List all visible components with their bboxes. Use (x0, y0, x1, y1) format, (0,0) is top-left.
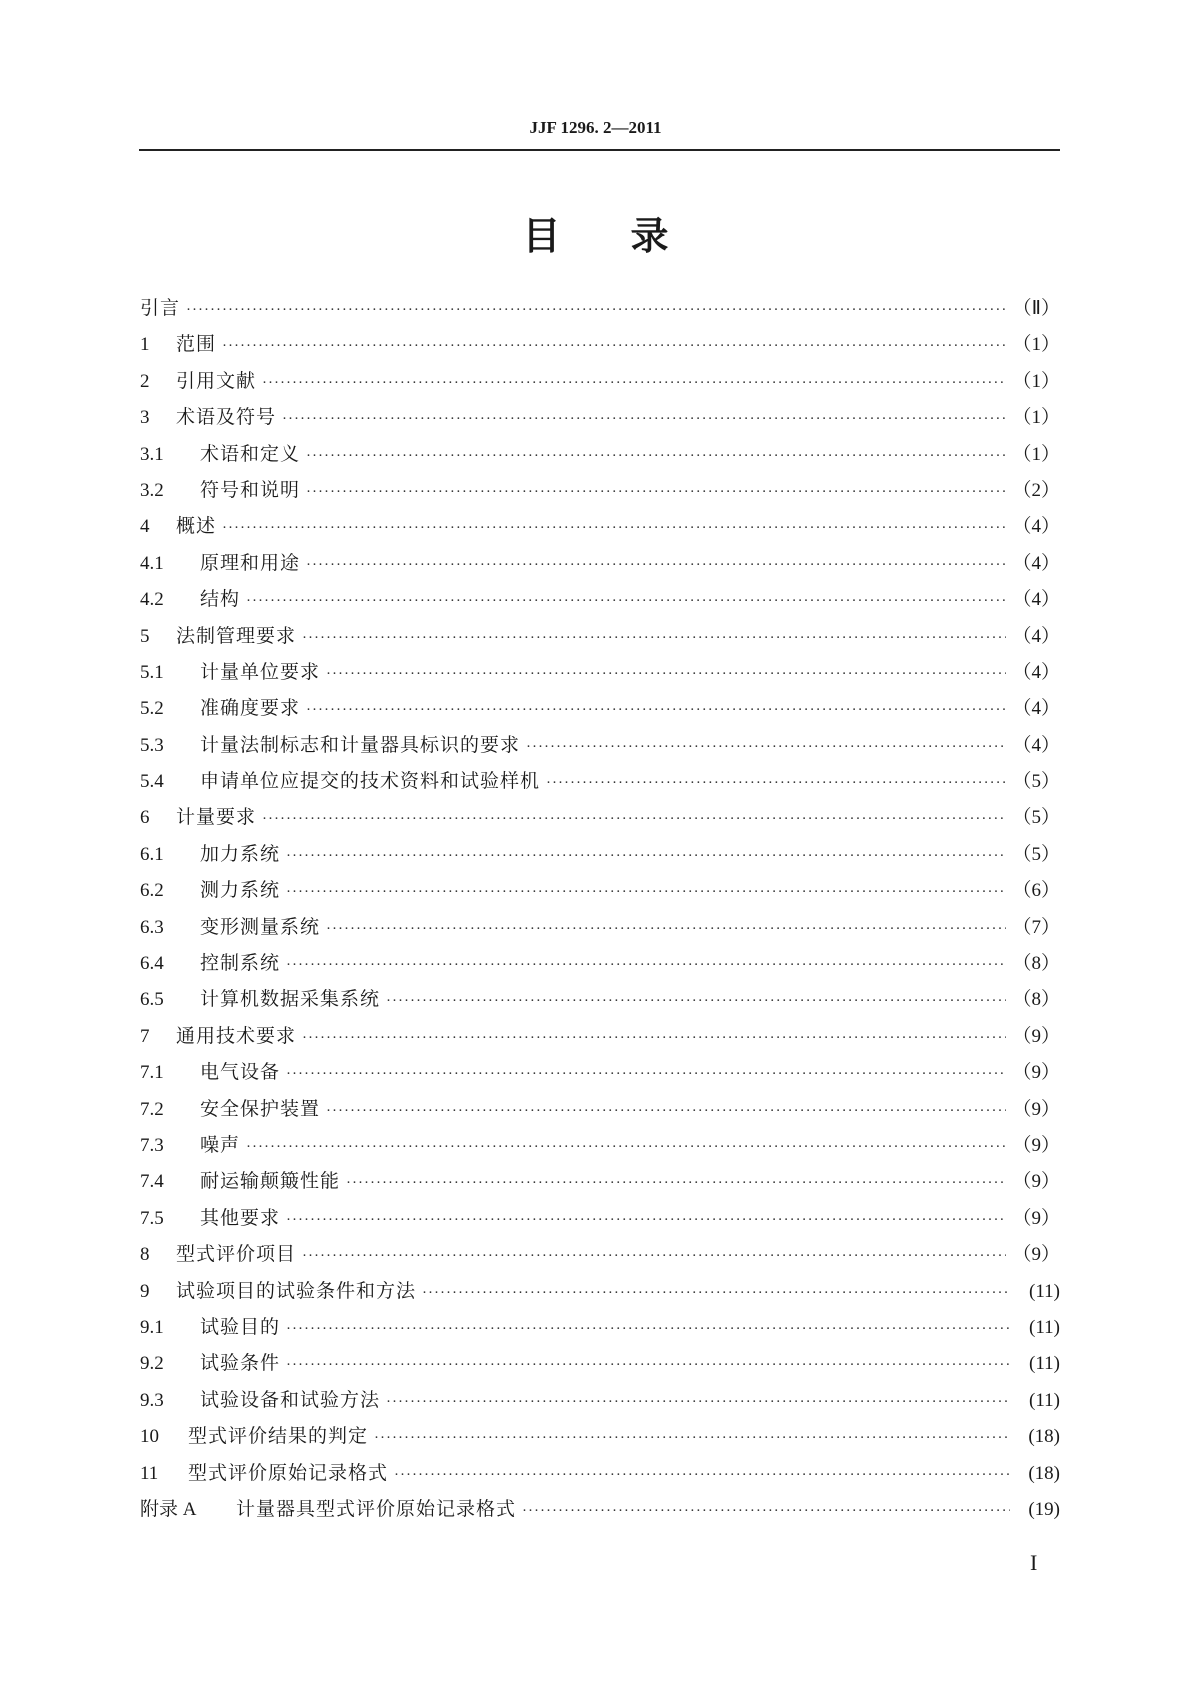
toc-entry-title: 试验项目的试验条件和方法 (176, 1279, 417, 1302)
dot-leader (286, 1347, 1010, 1383)
toc-entry-title: 计量要求 (176, 806, 257, 829)
toc-entry-title: 试验设备和试验方法 (200, 1388, 381, 1411)
toc-entry-number: 7.3 (140, 1134, 164, 1156)
toc-entry-page: （7） (1012, 916, 1060, 938)
toc-entry-number: 6.1 (140, 843, 164, 865)
toc-entry[interactable] (140, 618, 1060, 654)
toc-entry-title: 引用文献 (176, 369, 257, 392)
dot-leader (186, 292, 1007, 328)
toc-entry-number: 6.5 (140, 989, 164, 1011)
toc-entry-title: 原理和用途 (200, 551, 301, 574)
dot-leader (262, 801, 1006, 837)
toc-entry-title: 耐运输颠簸性能 (200, 1170, 341, 1193)
dot-leader (286, 1056, 1006, 1092)
toc-entry[interactable] (140, 1345, 1060, 1381)
toc-entry-page: （6） (1012, 880, 1060, 902)
toc-entry-page: （4） (1012, 661, 1060, 683)
toc-entry-page: （1） (1012, 334, 1060, 356)
toc-entry-number: 4.2 (140, 589, 164, 611)
toc-entry[interactable] (140, 581, 1060, 617)
toc-entry-number: 4.1 (140, 552, 164, 574)
dot-leader (346, 1165, 1006, 1201)
dot-leader (386, 983, 1006, 1019)
dot-leader (246, 1129, 1006, 1165)
document-code-header: JJF 1296. 2—2011 (529, 118, 662, 137)
toc-entry-page: （1） (1012, 407, 1060, 429)
toc-entry-title: 准确度要求 (200, 697, 301, 720)
toc-entry-number: 6.2 (140, 880, 164, 902)
toc-entry[interactable] (140, 436, 1060, 472)
toc-entry-number: 2 (140, 370, 150, 392)
toc-entry[interactable] (140, 290, 1060, 326)
toc-entry-number: 7 (140, 1025, 150, 1047)
toc-entry[interactable] (140, 1163, 1060, 1199)
toc-entry-number: 7.1 (140, 1062, 164, 1084)
toc-entry-page: （9） (1012, 1062, 1060, 1084)
toc-entry-number: 7.5 (140, 1207, 164, 1229)
toc-entry-title: 计算机数据采集系统 (200, 988, 381, 1011)
toc-entry-page: (18) (1028, 1462, 1060, 1484)
dot-leader (526, 729, 1006, 765)
toc-entry[interactable] (140, 690, 1060, 726)
toc-entry-page: （9） (1012, 1171, 1060, 1193)
toc-entry-page: （5） (1012, 771, 1060, 793)
toc-entry[interactable] (140, 1054, 1060, 1090)
toc-entry-page: （1） (1012, 443, 1060, 465)
toc-entry-number: 5.4 (140, 771, 164, 793)
toc-entry-number: 9.2 (140, 1353, 164, 1375)
dot-leader (306, 438, 1006, 474)
toc-entry-title: 计量器具型式评价原始记录格式 (236, 1497, 517, 1520)
dot-leader (326, 656, 1006, 692)
toc-entry-title: 电气设备 (200, 1061, 281, 1084)
toc-entry[interactable] (140, 727, 1060, 763)
toc-entry[interactable] (140, 363, 1060, 399)
toc-entry-number: 9.1 (140, 1316, 164, 1338)
toc-entry-page: (19) (1028, 1498, 1060, 1520)
toc-entry-title: 型式评价项目 (176, 1243, 297, 1266)
toc-entry-title: 范围 (176, 333, 217, 356)
toc-entry-page: （2） (1012, 479, 1060, 501)
toc-entry[interactable] (140, 763, 1060, 799)
toc-entry-title: 试验条件 (200, 1352, 281, 1375)
toc-entry-number: 3.1 (140, 443, 164, 465)
toc-entry-page: （5） (1012, 807, 1060, 829)
dot-leader (386, 1384, 1010, 1420)
dot-leader (246, 583, 1006, 619)
toc-entry[interactable] (140, 326, 1060, 362)
toc-entry-number: 3 (140, 407, 150, 429)
toc-entry[interactable] (140, 872, 1060, 908)
toc-entry-title: 变形测量系统 (200, 915, 321, 938)
toc-entry[interactable] (140, 1455, 1060, 1491)
toc-entry[interactable] (140, 981, 1060, 1017)
dot-leader (286, 1202, 1006, 1238)
dot-leader (302, 1020, 1006, 1056)
dot-leader (286, 947, 1006, 983)
dot-leader (286, 1311, 1010, 1347)
toc-entry-number: 11 (140, 1462, 159, 1484)
toc-entry[interactable] (140, 1200, 1060, 1236)
toc-entry[interactable] (140, 472, 1060, 508)
toc-entry-number: 5 (140, 625, 150, 647)
toc-entry-number: 1 (140, 334, 150, 356)
dot-leader (302, 1238, 1006, 1274)
toc-entry-title: 其他要求 (200, 1206, 281, 1229)
dot-leader (326, 1093, 1006, 1129)
toc-entry-page: （9） (1012, 1207, 1060, 1229)
toc-entry-title: 计量单位要求 (200, 660, 321, 683)
toc-entry-page: (11) (1029, 1280, 1060, 1302)
toc-entry-number: 8 (140, 1244, 150, 1266)
toc-entry-title: 测力系统 (200, 879, 281, 902)
toc-entry-page: （9） (1012, 1244, 1060, 1266)
toc-entry-page: （4） (1012, 552, 1060, 574)
toc-entry-title: 型式评价原始记录格式 (188, 1461, 389, 1484)
toc-entry-page: (11) (1029, 1316, 1060, 1338)
toc-entry-page: (11) (1029, 1389, 1060, 1411)
toc-entry-number: 5.2 (140, 698, 164, 720)
toc-entry-number: 5.3 (140, 734, 164, 756)
toc-entry[interactable] (140, 1273, 1060, 1309)
toc-entry-number: 5.1 (140, 661, 164, 683)
toc-entry-number: 4 (140, 516, 150, 538)
toc-entry-title: 噪声 (200, 1133, 241, 1156)
toc-entry-title: 计量法制标志和计量器具标识的要求 (200, 733, 521, 756)
toc-entry[interactable] (140, 1018, 1060, 1054)
toc-entry-title: 加力系统 (200, 842, 281, 865)
toc-entry-page: （9） (1012, 1098, 1060, 1120)
toc-entry-page: （5） (1012, 843, 1060, 865)
toc-entry-title: 引言 (140, 297, 181, 319)
toc-entry[interactable] (140, 399, 1060, 435)
dot-leader (286, 874, 1006, 910)
header-rule (139, 149, 1060, 151)
toc-entry-title: 法制管理要求 (176, 624, 297, 647)
toc-entry-page: （4） (1012, 516, 1060, 538)
dot-leader (222, 510, 1006, 546)
toc-entry-title: 结构 (200, 588, 241, 611)
toc-entry-page: （4） (1012, 734, 1060, 756)
toc-entry-number: 7.2 (140, 1098, 164, 1120)
toc-entry-page: （Ⅱ） (1012, 298, 1060, 319)
toc-entry-title: 概述 (176, 515, 217, 538)
toc-entry-title: 术语和定义 (200, 442, 301, 465)
toc-entry-title: 通用技术要求 (176, 1024, 297, 1047)
toc-entry[interactable] (140, 545, 1060, 581)
dot-leader (522, 1493, 1010, 1529)
dot-leader (394, 1457, 1010, 1493)
toc-entry-title: 试验目的 (200, 1315, 281, 1338)
dot-leader (374, 1420, 1010, 1456)
toc-entry-page: （4） (1012, 625, 1060, 647)
toc-entry[interactable] (140, 1491, 1060, 1527)
dot-leader (326, 911, 1006, 947)
toc-entry-page: (18) (1028, 1426, 1060, 1448)
toc-entry[interactable] (140, 945, 1060, 981)
toc-entry-page: (11) (1029, 1353, 1060, 1375)
toc-entry[interactable] (140, 799, 1060, 835)
dot-leader (306, 474, 1006, 510)
page-number: I (1030, 1550, 1038, 1575)
toc-entry-page: （8） (1012, 989, 1060, 1011)
toc-entry[interactable] (140, 909, 1060, 945)
toc-entry-number: 6.4 (140, 953, 164, 975)
toc-entry-title: 型式评价结果的判定 (188, 1425, 369, 1448)
dot-leader (282, 401, 1006, 437)
toc-entry-number: 6.3 (140, 916, 164, 938)
dot-leader (286, 838, 1006, 874)
toc-entry-number: 9 (140, 1280, 150, 1302)
table-of-contents (140, 290, 1060, 1527)
toc-entry[interactable] (140, 1127, 1060, 1163)
toc-entry-number: 6 (140, 807, 150, 829)
dot-leader (302, 620, 1006, 656)
toc-entry-page: （8） (1012, 953, 1060, 975)
toc-entry[interactable] (140, 1418, 1060, 1454)
toc-entry[interactable] (140, 836, 1060, 872)
toc-entry[interactable] (140, 1382, 1060, 1418)
dot-leader (306, 692, 1006, 728)
toc-entry[interactable] (140, 1236, 1060, 1272)
dot-leader (262, 365, 1006, 401)
toc-entry-title: 术语及符号 (176, 406, 277, 429)
toc-entry-number: 7.4 (140, 1171, 164, 1193)
toc-entry[interactable] (140, 508, 1060, 544)
dot-leader (422, 1275, 1010, 1311)
page-title: 目录 (522, 214, 739, 258)
dot-leader (306, 547, 1006, 583)
toc-entry[interactable] (140, 1091, 1060, 1127)
toc-entry-title: 符号和说明 (200, 478, 301, 501)
toc-entry-page: （4） (1012, 589, 1060, 611)
dot-leader (222, 328, 1006, 364)
toc-entry[interactable] (140, 1309, 1060, 1345)
toc-entry-number: 10 (140, 1426, 159, 1448)
toc-entry[interactable] (140, 654, 1060, 690)
toc-entry-title: 安全保护装置 (200, 1097, 321, 1120)
toc-entry-title: 申请单位应提交的技术资料和试验样机 (200, 770, 541, 793)
toc-entry-number: 3.2 (140, 479, 164, 501)
toc-entry-page: （9） (1012, 1025, 1060, 1047)
toc-entry-page: （9） (1012, 1134, 1060, 1156)
dot-leader (546, 765, 1006, 801)
toc-entry-number: 9.3 (140, 1389, 164, 1411)
toc-entry-title: 控制系统 (200, 952, 281, 975)
toc-entry-page: （4） (1012, 698, 1060, 720)
toc-entry-page: （1） (1012, 370, 1060, 392)
toc-entry-number: 附录 A (140, 1498, 197, 1520)
